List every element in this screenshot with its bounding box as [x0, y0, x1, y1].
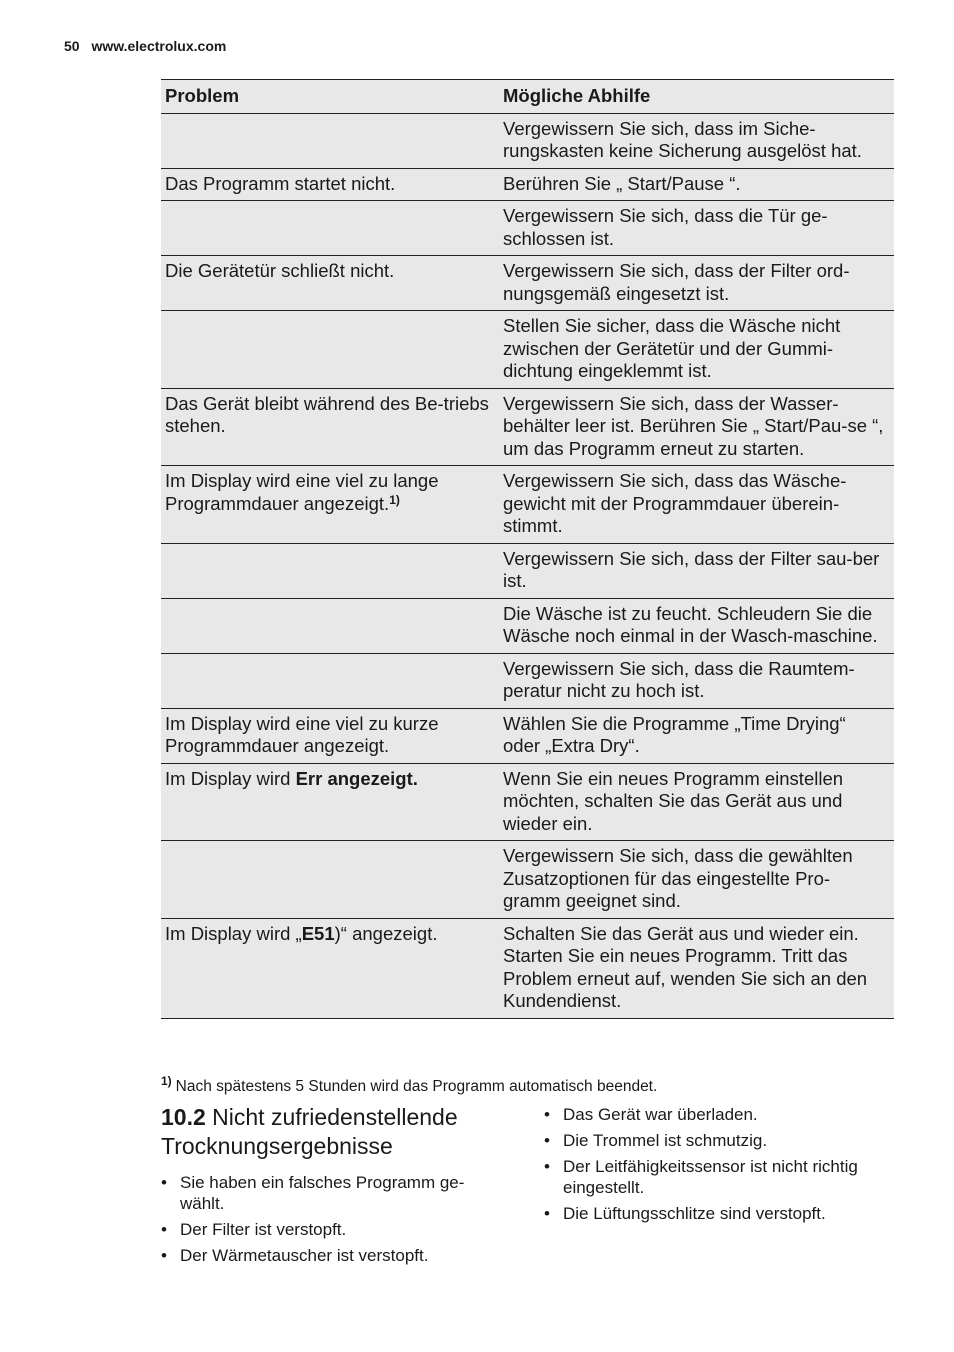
footnote-mark: 1) [161, 1074, 172, 1088]
site-url: www.electrolux.com [91, 38, 227, 54]
problem-cell [161, 466, 499, 543]
error-code: E51 [301, 922, 335, 944]
table-row [161, 114, 894, 168]
section-heading [161, 1103, 521, 1161]
list-item: • Das Gerät war überladen. [544, 1104, 894, 1125]
section-number: 10.2 [161, 1104, 206, 1130]
solution-cell: Wählen Sie die Programme „Time Drying“ oder „Extra Dry“. [503, 712, 846, 756]
problem-cell: Im Display wird eine viel zu kurze Programmdauer angezeigt. [165, 712, 439, 756]
solution-cell: Stellen Sie sicher, dass die Wäsche nicht zwischen der Gerätetür und der Gummi-dichtung eingeklemmt ist. [503, 315, 841, 381]
table-header-row [161, 80, 894, 114]
problem-cell [161, 599, 499, 653]
table-row [161, 310, 894, 388]
solution-cell: Berühren Sie „ Start/Pause “. [503, 172, 741, 194]
table-row [161, 598, 894, 653]
solution-cell: Vergewissern Sie sich, dass die gewählten Zusatzoptionen für das eingestellte Pro-gramm geeignet sind. [503, 845, 853, 911]
footnote-reference: 1) [389, 492, 400, 507]
solution-cell: Vergewissern Sie sich, dass das Wäsche-gewicht mit der Programmdauer überein-stimmt. [503, 470, 847, 536]
troubleshooting-table [161, 79, 894, 1019]
problem-text-suffix: )“ angezeigt. [334, 922, 438, 944]
problem-cell [161, 201, 499, 255]
footnote [161, 1074, 657, 1096]
list-item: • Der Leitfähigkeitssensor ist nicht richtig eingestellt. [544, 1156, 894, 1198]
problem-cell [161, 919, 499, 1018]
table-row [161, 465, 894, 543]
table-row [161, 168, 894, 201]
solution-cell: Wenn Sie ein neues Programm einstellen möchten, schalten Sie das Gerät aus und wieder ein. [503, 767, 844, 834]
list-item: • Die Trommel ist schmutzig. [544, 1130, 894, 1151]
causes-list-right [544, 1104, 894, 1229]
table-row [161, 840, 894, 918]
solution-cell: Vergewissern Sie sich, dass der Filter sau-ber ist. [503, 547, 880, 591]
list-item: • Sie haben ein falsches Programm ge-wählt. [161, 1172, 501, 1214]
problem-cell [161, 114, 499, 168]
solution-cell: Vergewissern Sie sich, dass der Filter ord-nungsgemäß eingesetzt ist. [503, 260, 850, 304]
column-header-solution: Mögliche Abhilfe [503, 85, 651, 106]
page-header [64, 38, 226, 54]
problem-cell [161, 841, 499, 918]
solution-cell: Vergewissern Sie sich, dass die Tür ge-schlossen ist. [503, 205, 828, 249]
table-row [161, 918, 894, 1018]
problem-cell: Das Gerät bleibt während des Be-triebs stehen. [165, 392, 489, 436]
solution-cell: Vergewissern Sie sich, dass der Wasser-behälter leer ist. Berühren Sie „ Start/Pau-se “, um das Programm erneut zu starten. [503, 392, 884, 459]
problem-text: Im Display wird „ [165, 922, 302, 944]
section-title-text: Nicht zufriedenstellende Trocknungsergebnisse [161, 1104, 458, 1159]
solution-cell: Vergewissern Sie sich, dass im Siche-rungskasten keine Sicherung ausgelöst hat. [503, 117, 862, 161]
problem-cell [161, 764, 499, 841]
page-number: 50 [64, 38, 80, 54]
list-item: • Der Filter ist verstopft. [161, 1219, 501, 1240]
table-row [161, 200, 894, 255]
list-item: • Die Lüftungsschlitze sind verstopft. [544, 1203, 894, 1224]
problem-cell: Die Gerätetür schließt nicht. [165, 260, 395, 281]
solution-cell: Vergewissern Sie sich, dass die Raumtem-peratur nicht zu hoch ist. [503, 657, 855, 701]
solution-cell: Die Wäsche ist zu feucht. Schleudern Sie die Wäsche noch einmal in der Wasch-maschine. [503, 602, 878, 646]
column-header-problem: Problem [165, 85, 240, 106]
table-row [161, 763, 894, 841]
footnote-text: Nach spätestens 5 Stunden wird das Programm automatisch beendet. [175, 1078, 658, 1095]
table-row [161, 708, 894, 763]
problem-text: Im Display wird [165, 767, 296, 789]
table-row [161, 388, 894, 466]
causes-list-left [161, 1172, 501, 1271]
table-row [161, 255, 894, 310]
problem-bold-text: Err angezeigt. [295, 767, 418, 789]
problem-cell: Das Programm startet nicht. [165, 172, 396, 194]
solution-cell: Schalten Sie das Gerät aus und wieder ein. Starten Sie ein neues Programm. Tritt das Problem erneut auf, wenden Sie sich an den Kundendienst. [503, 922, 868, 1011]
problem-text: Im Display wird eine viel zu lange Programmdauer angezeigt. [165, 470, 439, 514]
table-row [161, 653, 894, 708]
table-row [161, 543, 894, 598]
list-item: • Der Wärmetauscher ist verstopft. [161, 1245, 501, 1266]
problem-cell [161, 654, 499, 708]
problem-cell [161, 544, 499, 598]
problem-cell [161, 311, 499, 388]
